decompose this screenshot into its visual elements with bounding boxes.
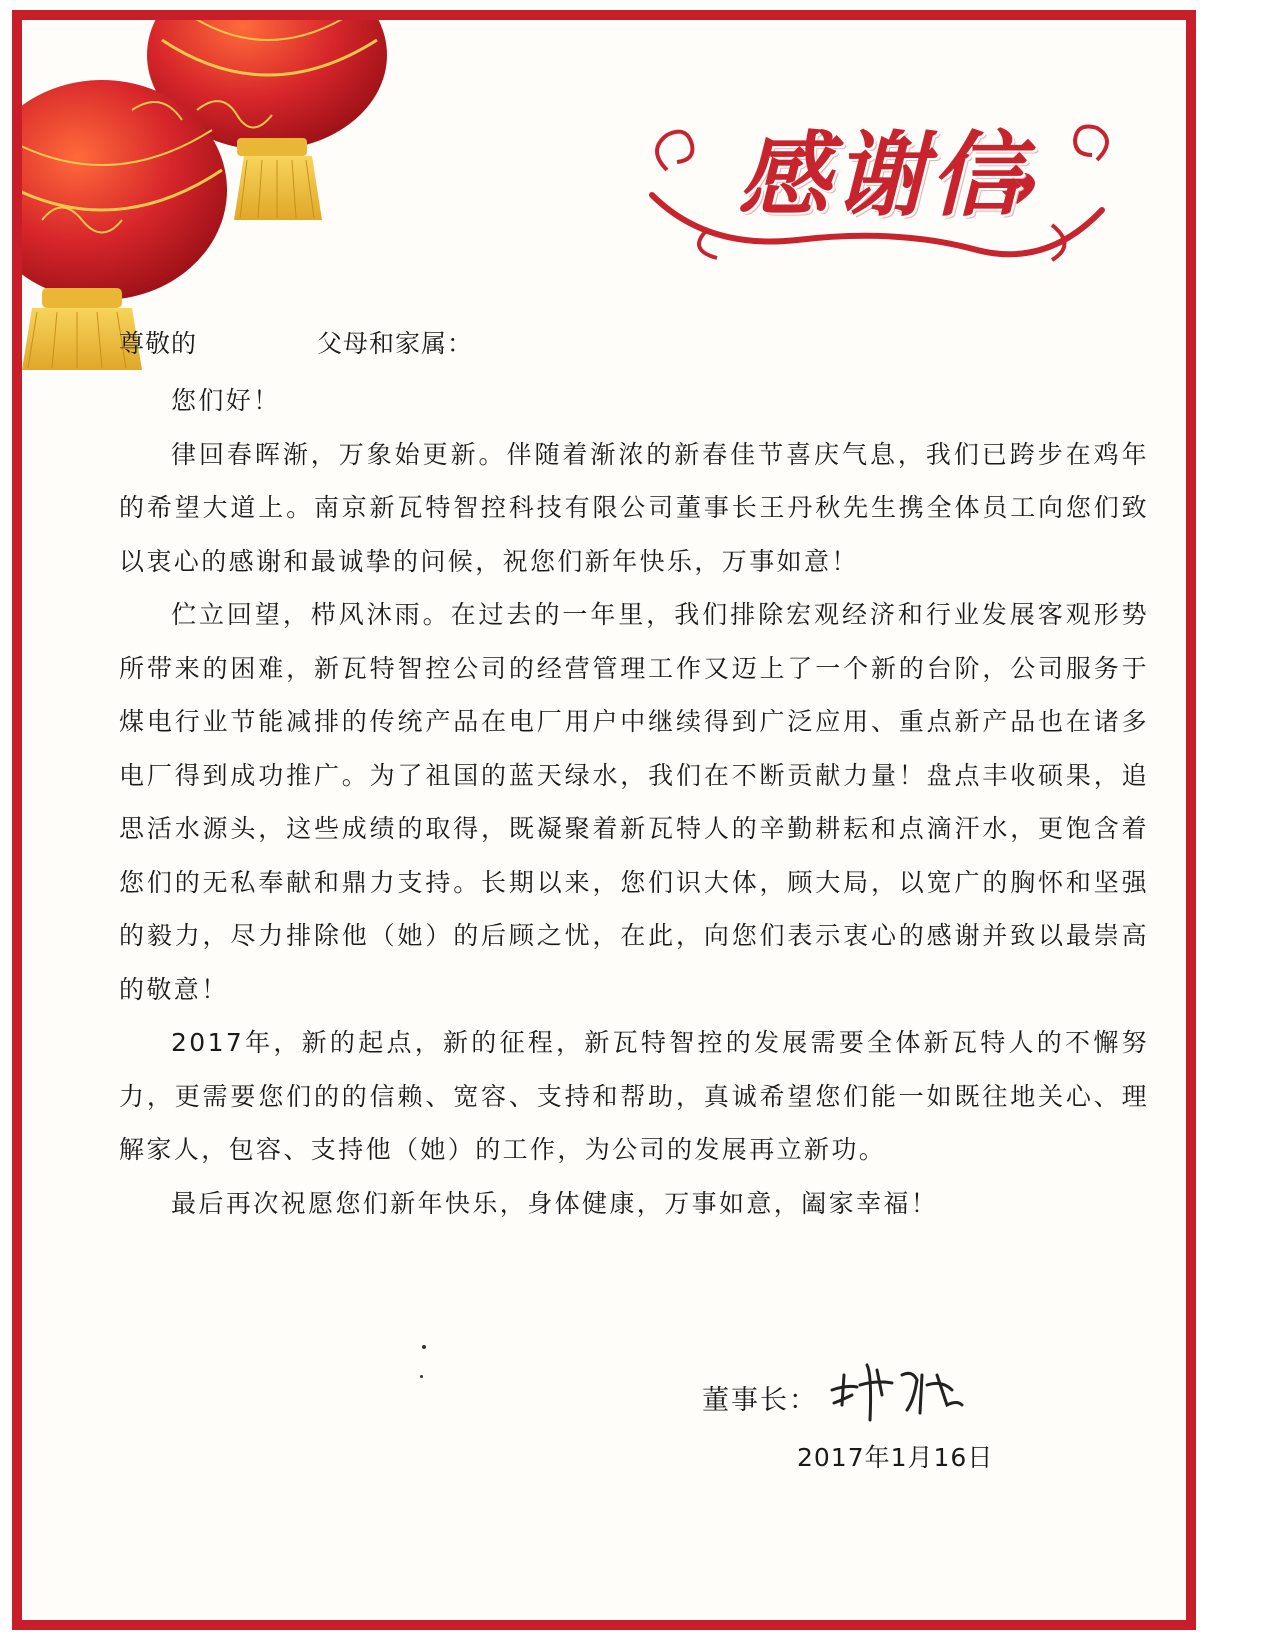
scan-speck <box>422 1345 426 1349</box>
salutation <box>119 324 473 360</box>
paragraph-3: 2017年，新的起点，新的征程，新瓦特智控的发展需要全体新瓦特人的不懈努力，更需要您们的的信赖、宽容、支持和帮助，真诚希望您们能一如既往地关心、理解家人，包容、支持他（她）的工作，为公司的发展再立新功。 <box>119 1028 1149 1164</box>
greeting: 您们好！ <box>171 386 281 415</box>
title-banner <box>647 100 1117 270</box>
salutation-suffix: 父母和家属： <box>317 329 474 358</box>
paragraph-1: 律回春晖渐，万象始更新。伴随着渐浓的新春佳节喜庆气息，我们已跨步在鸡年的希望大道上。南京新瓦特智控科技有限公司董事长王丹秋先生携全体员工向您们致以衷心的感谢和最诚挚的问候，祝您们新年快乐，万事如意！ <box>119 439 1149 576</box>
letter-body <box>119 374 1149 1230</box>
sign-label: 董事长： <box>702 1385 818 1416</box>
paragraph-2: 伫立回望，栉风沐雨。在过去的一年里，我们排除宏观经济和行业发展客观形势所带来的困难，新瓦特智控公司的经营管理工作又迈上了一个新的台阶，公司服务于煤电行业节能减排的传统产品在电厂用户中继续得到广泛应用、重点新产品也在诸多电厂得到成功推广。为了祖国的蓝天绿水，我们在不断贡献力量！盘点丰收硕果，追思活水源头，这些成绩的取得，既凝聚着新瓦特人的辛勤耕耘和点滴汗水，更饱含着您们的无私奉献和鼎力支持。长期以来，您们识大体，顾大局，以宽广的胸怀和坚强的毅力，尽力排除他（她）的后顾之忧，在此，向您们表示衷心的感谢并致以最崇高的敬意！ <box>119 600 1149 1004</box>
letter-date: 2017年1月16日 <box>797 1443 994 1472</box>
paragraph-4: 最后再次祝愿您们新年快乐，身体健康，万事如意，阖家幸福！ <box>171 1188 939 1218</box>
scan-speck <box>420 1375 423 1378</box>
letter-frame <box>12 10 1196 1630</box>
handwritten-signature <box>822 1345 972 1425</box>
letter-title: 感谢信 <box>737 121 1026 229</box>
salutation-prefix: 尊敬的 <box>119 329 198 358</box>
